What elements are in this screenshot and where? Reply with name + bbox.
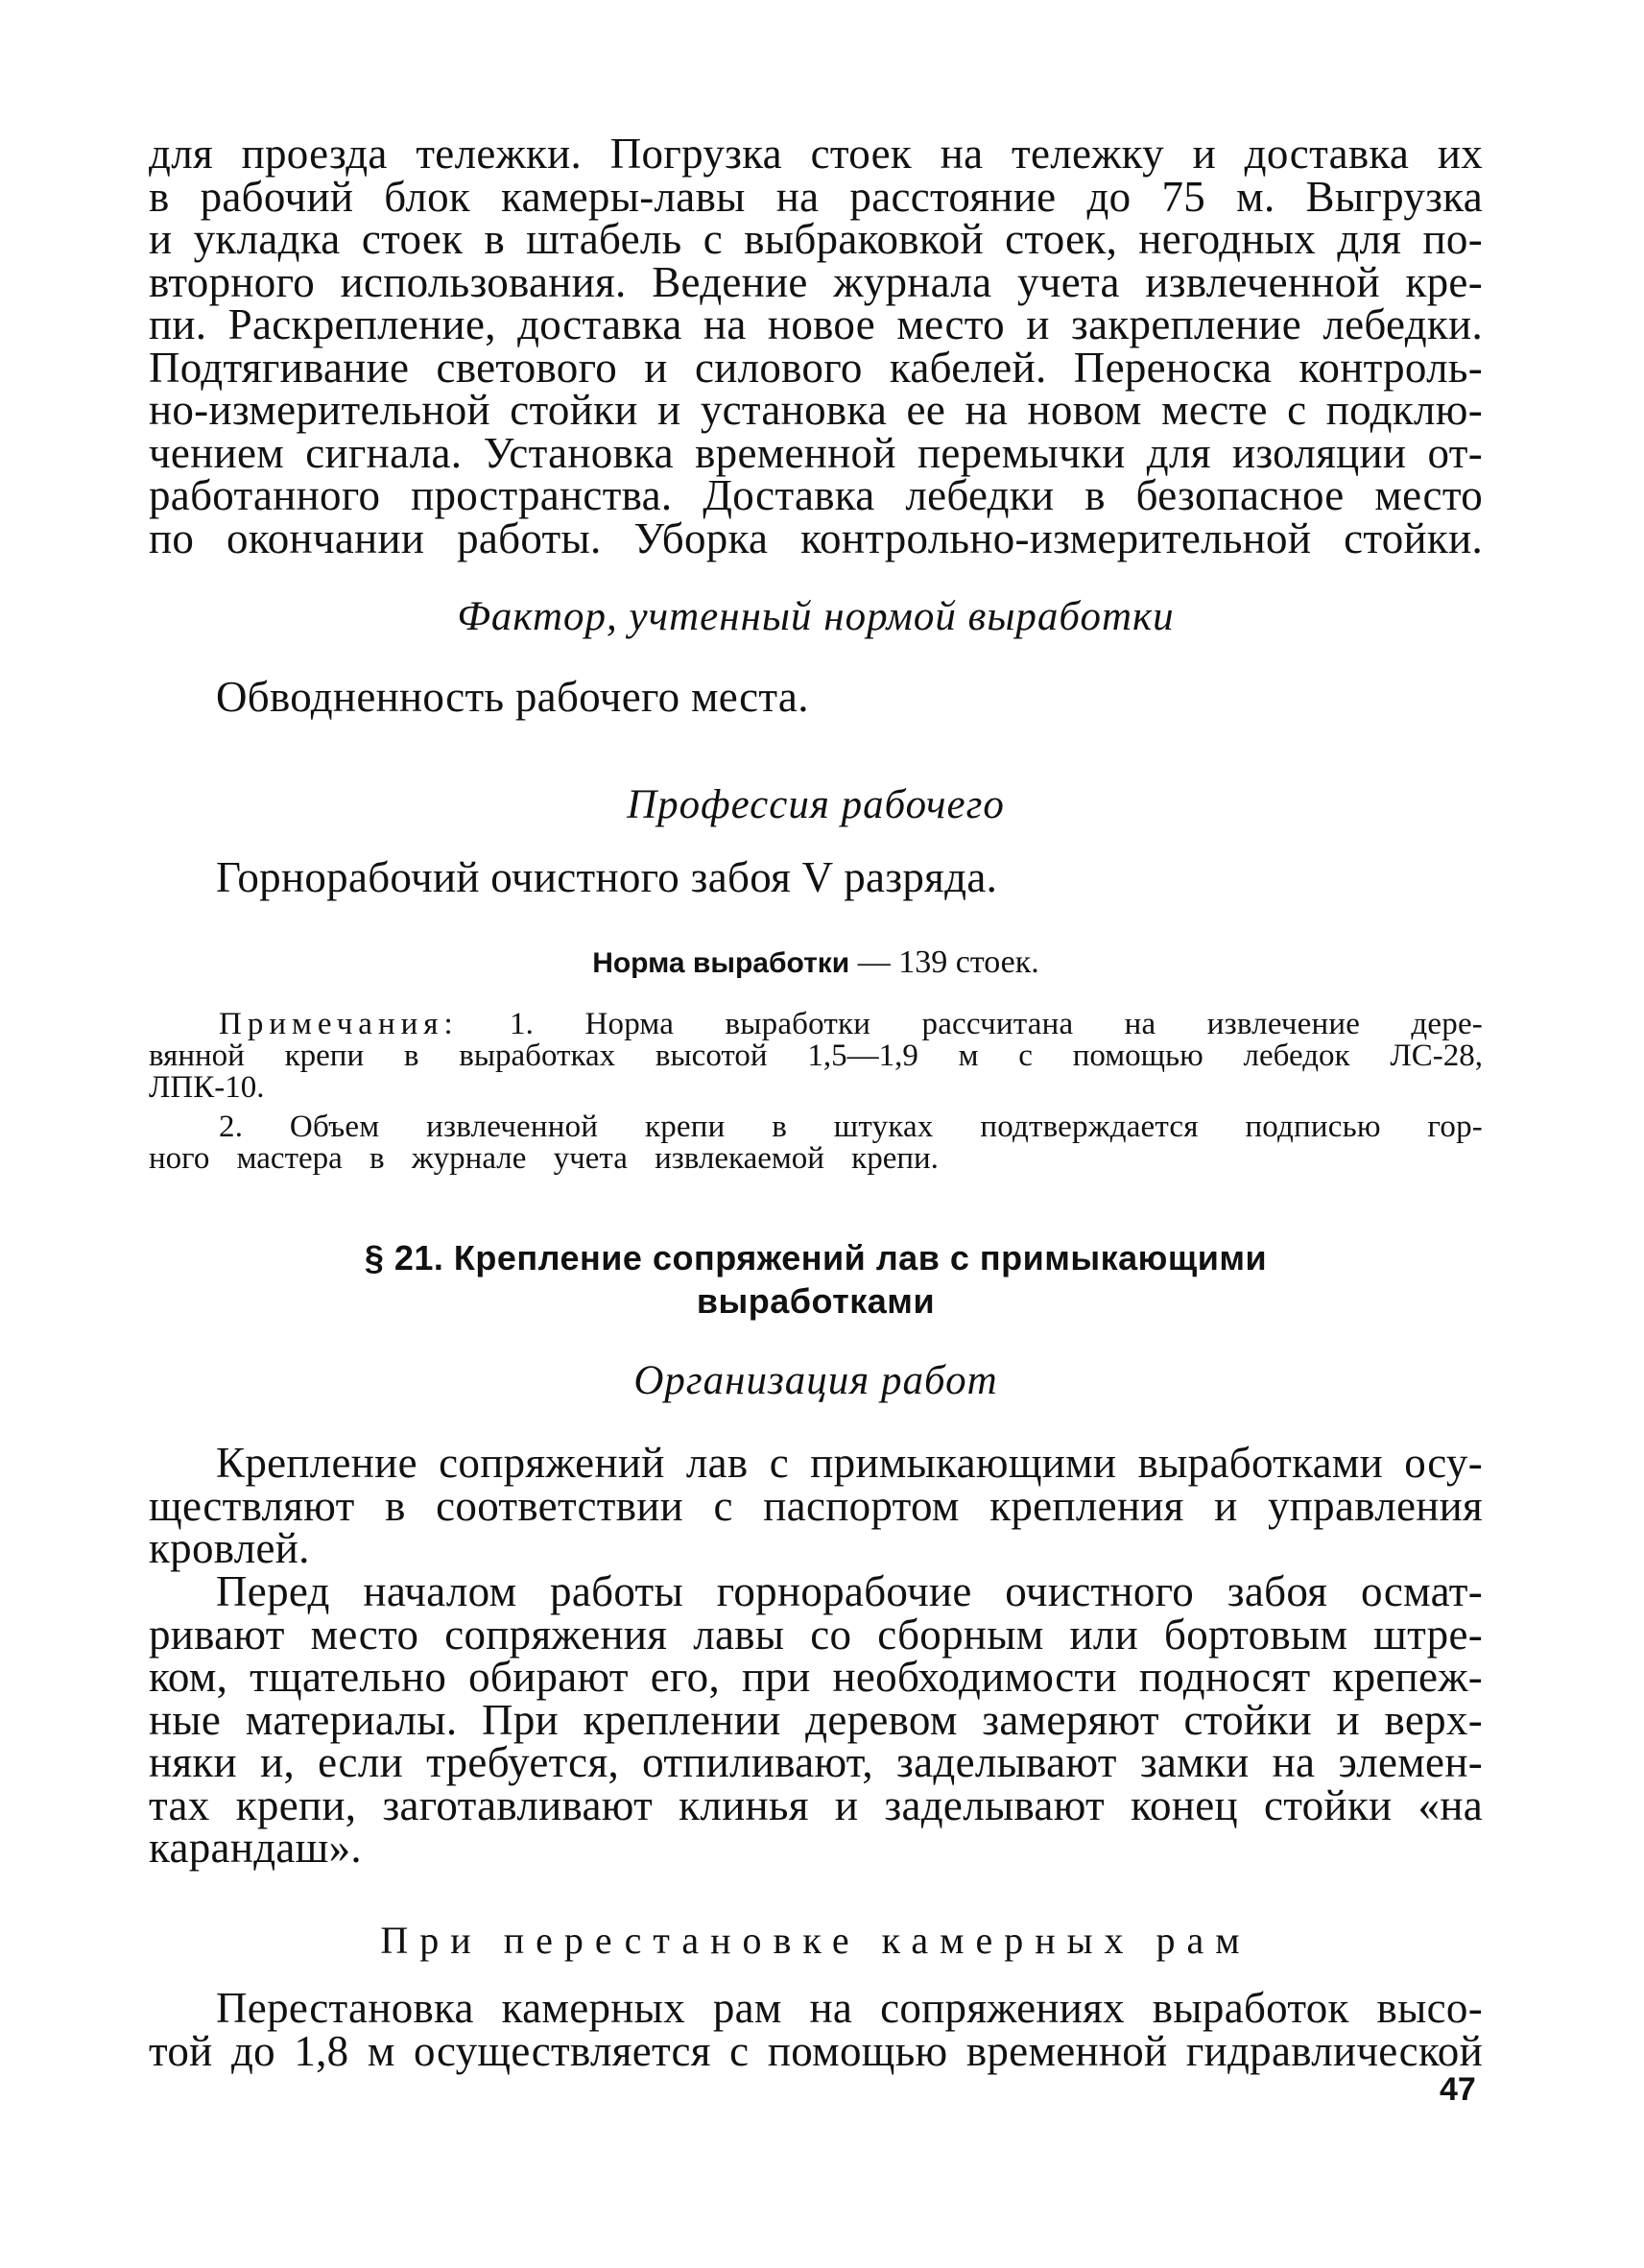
notes-continuation (149, 1040, 1483, 1104)
paragraph-line: кровлей. (149, 1524, 310, 1572)
top-paragraph (149, 132, 1483, 560)
paragraph-line: няки и, если требуется, отпиливают, заделывают замки на элемен- (149, 1738, 1483, 1786)
paragraph-line: в рабочий блок камеры-лавы на расстояние до 75 м. Выгрузка (149, 172, 1483, 221)
page-number: 47 (1440, 2071, 1476, 2108)
section-paragraph-1 (149, 1439, 1483, 1572)
frames-subheading: При перестановке камерных рам (380, 1919, 1251, 1962)
section-title-line: выработками (696, 1281, 936, 1321)
paragraph-line: и укладка стоек в штабель с выбраковкой стоек, негодных для по- (149, 215, 1483, 263)
section-title-line: § 21. Крепление сопряжений лав с примыкающими (364, 1238, 1268, 1277)
organization-heading: Организация работ (633, 1358, 998, 1403)
paragraph-line: для проезда тележки. Погрузка стоек на тележку и доставка их (149, 130, 1483, 178)
norm-value: 139 стоек. (898, 944, 1039, 980)
paragraph-line: ные материалы. При креплении деревом замеряют стойки и верх- (149, 1695, 1483, 1744)
paragraph-line: пи. Раскрепление, доставка на новое место и закрепление лебедки. (149, 300, 1483, 348)
note2-block (219, 1111, 1483, 1143)
notes-label: Примечания: (219, 1007, 459, 1041)
section-paragraph-2 (149, 1567, 1483, 1872)
paragraph-line: той до 1,8 м осуществляется с помощью временной гидравлической (149, 2026, 1483, 2075)
paragraph-line: Подтягивание светового и силового кабелей. Переноска контроль- (149, 343, 1483, 392)
paragraph-line: Крепление сопряжений лав с примыкающими выработками осу- (216, 1439, 1483, 1487)
norm-line (149, 944, 1483, 981)
factor-heading: Фактор, учтенный нормой выработки (457, 594, 1175, 639)
factor-text: Обводненность рабочего места. (216, 673, 809, 721)
note-line: ного мастера в журнале учета извлекаемой крепи. (149, 1141, 939, 1176)
paragraph-line: Перестановка камерных рам на сопряжениях выработок высо- (216, 1984, 1483, 2032)
paragraph-line: работанного пространства. Доставка лебедки в безопасное место (149, 471, 1483, 519)
paragraph-line: ществляют в соответствии с паспортом крепления и управления (149, 1481, 1483, 1530)
section-paragraph-3 (149, 1984, 1483, 2075)
norm-label: Норма выработки (592, 947, 850, 979)
note-line: вянной крепи в выработках высотой 1,5—1,9 м с помощью лебедок ЛС-28, (149, 1039, 1483, 1073)
paragraph-line: карандаш». (149, 1824, 362, 1872)
paragraph-line: ком, тщательно обирают его, при необходимости подносят крепеж- (149, 1653, 1483, 1701)
notes-block (219, 1009, 1483, 1040)
paragraph-line: тах крепи, заготавливают клинья и заделывают конец стойки «на (149, 1780, 1483, 1829)
note-text: 1. Норма выработки рассчитана на извлечение дере- (509, 1007, 1483, 1041)
profession-heading: Профессия рабочего (627, 782, 1005, 827)
norm-dash: — (857, 944, 891, 980)
note-line (219, 1009, 1483, 1040)
note-line: ЛПК-10. (149, 1070, 265, 1105)
profession-text: Горнорабочий очистного забоя V разряда. (216, 853, 998, 901)
note2-continuation (149, 1143, 1483, 1175)
paragraph-line: но-измерительной стойки и установка ее на новом месте с подклю- (149, 386, 1483, 434)
paragraph-line: ривают место сопряжения лавы со сборным или бортовым штре- (149, 1610, 1483, 1659)
paragraph-line: чением сигнала. Установка временной перемычки для изоляции от- (149, 428, 1483, 477)
paragraph-line: Перед началом работы горнорабочие очистного забоя осмат- (216, 1567, 1483, 1615)
section-title (149, 1236, 1483, 1323)
paragraph-line: по окончании работы. Уборка контрольно-измерительной стойки. (149, 513, 1483, 562)
note-line: 2. Объем извлеченной крепи в штуках подтверждается подписью гор- (219, 1110, 1483, 1144)
paragraph-line: вторного использования. Ведение журнала учета извлеченной кре- (149, 257, 1483, 306)
